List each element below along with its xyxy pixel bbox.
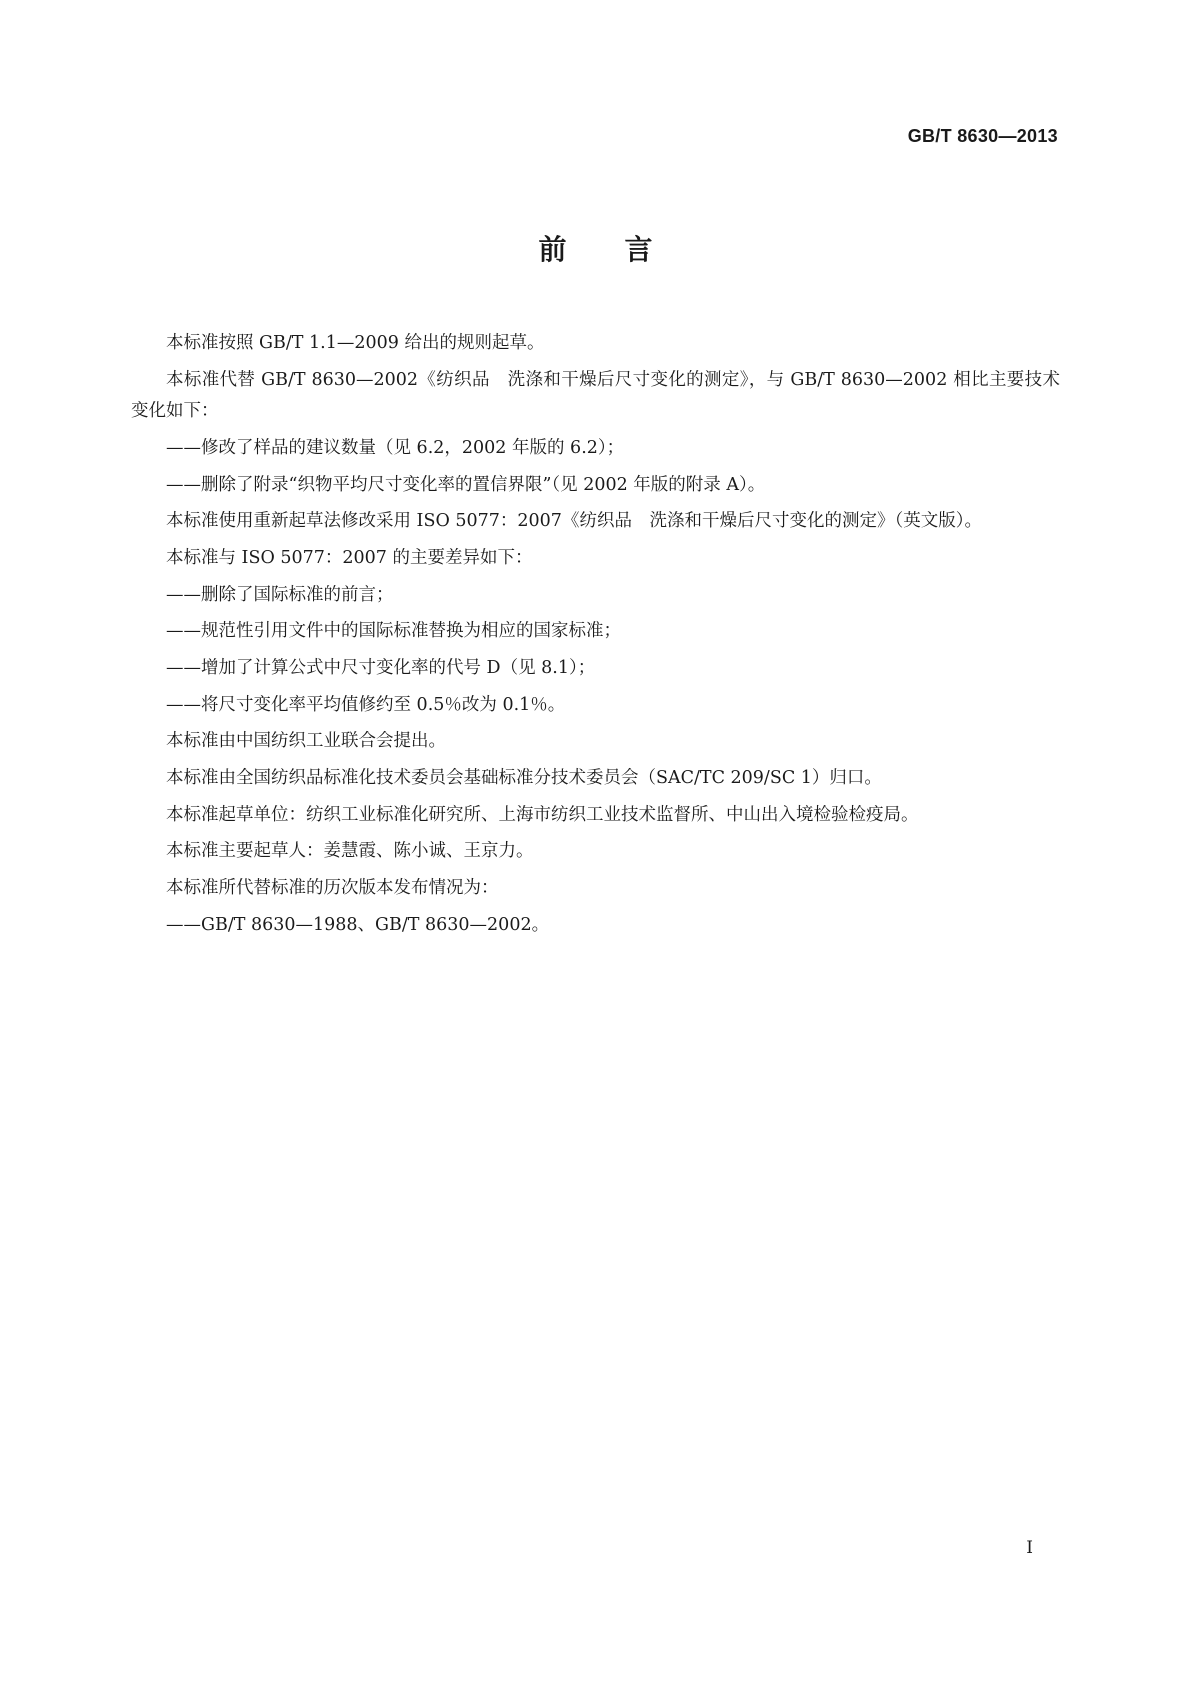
page-number: I bbox=[1026, 1538, 1033, 1558]
paragraph-differences: 本标准与 ISO 5077：2007 的主要差异如下： bbox=[166, 547, 533, 568]
paragraph-adoption: 本标准使用重新起草法修改采用 ISO 5077：2007《纺织品 洗涤和干燥后尺寸变化的测定》（英文版）。 bbox=[166, 511, 982, 532]
paragraph-drafting-units: 本标准起草单位：纺织工业标准化研究所、上海市纺织工业技术监督所、中山出入境检验检疫局。 bbox=[166, 804, 919, 825]
paragraph-replaces: 本标准代替 GB/T 8630—2002《纺织品 洗涤和干燥后尺寸变化的测定》，与 GB/T 8630—2002 相比主要技术变化如下： bbox=[131, 369, 1060, 422]
list-item-difference-1: ——删除了国际标准的前言； bbox=[166, 584, 394, 605]
paragraph-proposer: 本标准由中国纺织工业联合会提出。 bbox=[166, 731, 446, 752]
list-item-history: ——GB/T 8630—1988、GB/T 8630—2002。 bbox=[166, 914, 550, 935]
list-item-difference-2: ——规范性引用文件中的国际标准替换为相应的国家标准； bbox=[166, 621, 621, 642]
paragraph-centralized: 本标准由全国纺织品标准化技术委员会基础标准分技术委员会（SAC/TC 209/SC 1）归口。 bbox=[166, 768, 882, 789]
standard-code: GB/T 8630—2013 bbox=[907, 126, 1058, 146]
list-item-difference-3: ——增加了计算公式中尺寸变化率的代号 D（见 8.1）； bbox=[166, 658, 596, 678]
paragraph-drafting-rules: 本标准按照 GB/T 1.1—2009 给出的规则起草。 bbox=[166, 333, 545, 353]
list-item-difference-4: ——将尺寸变化率平均值修约至 0.5％改为 0.1％。 bbox=[166, 694, 566, 715]
paragraph-drafters: 本标准主要起草人：姜慧霞、陈小诚、王京力。 bbox=[166, 841, 534, 862]
foreword-body bbox=[131, 328, 1060, 947]
list-item-change-1: ——修改了样品的建议数量（见 6.2，2002 年版的 6.2）； bbox=[166, 437, 625, 458]
page-title: 前言 bbox=[538, 233, 711, 266]
paragraph-history: 本标准所代替标准的历次版本发布情况为： bbox=[166, 878, 499, 899]
list-item-change-2: ——删除了附录“织物平均尺寸变化率的置信界限”（见 2002 年版的附录 A）。 bbox=[166, 474, 766, 495]
